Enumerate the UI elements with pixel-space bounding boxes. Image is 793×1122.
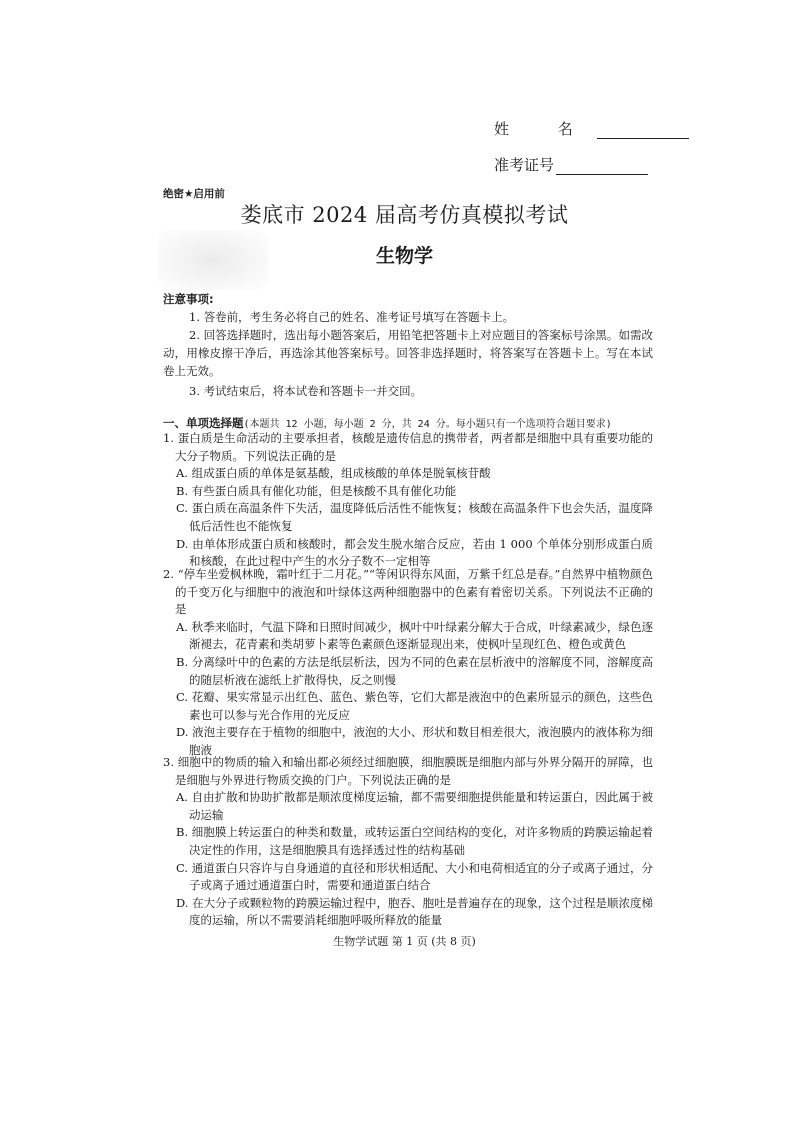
option-c: C. 通道蛋白只容许与自身通道的直径和形状相适配、大小和电荷相适宜的分子或离子通过，分子或离子通过通道蛋白时，需要和通道蛋白结合 (176, 860, 653, 893)
option-a: A. 秋季来临时，气温下降和日照时间减少，枫叶中叶绿素分解大于合成，叶绿素减少，绿色逐渐褪去，花青素和类胡萝卜素等色素颜色逐渐显现出来，使枫叶呈现红色、橙色或黄色 (176, 619, 653, 652)
question-3 (163, 754, 653, 930)
confidential-mark: 绝密★启用前 (163, 188, 225, 200)
notice-heading: 注意事项: (163, 292, 214, 306)
question-stem: 2. “停车坐爱枫林晚，霜叶红于二月花。”“等闲识得东风面，万紫千红总是春。”自然界中植物颜色的千变万化与细胞中的液泡和叶绿体这两种细胞器中的色素有着密切关系。下列说法不正确的是 (163, 567, 653, 617)
section-note: (本题共 12 小题，每小题 2 分，共 24 分。每小题只有一个选项符合题目要求) (243, 419, 612, 430)
name-blank-line (597, 124, 689, 139)
question-2 (163, 566, 653, 760)
notice-item: 2. 回答选择题时，选出每小题答案后，用铅笔把答题卡上对应题目的答案标号涂黑。如需改动，用橡皮擦干净后，再选涂其他答案标号。回答非选择题时，将答案写在答题卡上。写在本试卷上无效。 (163, 328, 653, 378)
option-b: B. 细胞膜上转运蛋白的种类和数量，或转运蛋白空间结构的变化，对许多物质的跨膜运输起着决定性的作用，这是细胞膜具有选择透过性的结构基础 (176, 825, 653, 857)
option-d: D. 液泡主要存在于植物的细胞中，液泡的大小、形状和数目相差很大，液泡膜内的液体称为细胞液 (176, 725, 653, 757)
exam-id-blank-line (556, 160, 648, 175)
option-c: C. 蛋白质在高温条件下失活，温度降低后活性不能恢复；核酸在高温条件下也会失活，温度降低后活性也不能恢复 (176, 501, 653, 533)
notice-item: 3. 考试结束后，将本试卷和答题卡一并交回。 (189, 384, 423, 398)
exam-title: 娄底市 2024 届高考仿真模拟考试 (240, 203, 569, 227)
notice-item: 1. 答卷前，考生务必将自己的姓名、准考证号填写在答题卡上。 (189, 310, 515, 324)
option-d: D. 在大分子或颗粒物的跨膜运输过程中，胞吞、胞吐是普遍存在的现象，这个过程是顺浓度梯度的运输，所以不需要消耗细胞呼吸所释放的能量 (176, 895, 653, 928)
option-a: A. 组成蛋白质的单体是氨基酸，组成核酸的单体是脱氧核苷酸 (176, 466, 491, 481)
option-a: A. 自由扩散和协助扩散都是顺浓度梯度运输，都不需要细胞提供能量和转运蛋白，因此属于被动运输 (176, 790, 653, 822)
name-field (494, 118, 689, 139)
section-header (163, 415, 663, 431)
option-b: B. 分离绿叶中的色素的方法是纸层析法，因为不同的色素在层析液中的溶解度不同，溶解度高的随层析液在滤纸上扩散得快，反之则慢 (176, 654, 653, 687)
question-1 (163, 430, 653, 571)
question-stem: 3. 细胞中的物质的输入和输出都必须经过细胞膜，细胞膜既是细胞内部与外界分隔开的屏障，也是细胞与外界进行物质交换的门户。下列说法正确的是 (163, 755, 653, 787)
option-c: C. 花瓣、果实常显示出红色、蓝色、紫色等，它们大都是液泡中的色素所显示的颜色，这些色素也可以参与光合作用的光反应 (176, 690, 653, 722)
exam-id-field (494, 154, 648, 175)
name-label: 姓 名 (494, 120, 595, 138)
option-d: D. 由单体形成蛋白质和核酸时，都会发生脱水缩合反应，若由 1 000 个单体分别形成蛋白质和核酸，在此过程中产生的水分子数不一定相等 (176, 536, 653, 569)
exam-id-label: 准考证号 (494, 156, 555, 174)
section-title: 一、单项选择题 (163, 416, 244, 430)
option-b: B. 有些蛋白质具有催化功能，但是核酸不具有催化功能 (176, 483, 457, 498)
question-stem: 1. 蛋白质是生命活动的主要承担者，核酸是遗传信息的携带者，两者都是细胞中具有重要功能的大分子物质。下列说法正确的是 (163, 431, 653, 463)
subject-title: 生物学 (375, 245, 433, 267)
page-footer: 生物学试题 第 1 页 (共 8 页) (333, 935, 476, 948)
